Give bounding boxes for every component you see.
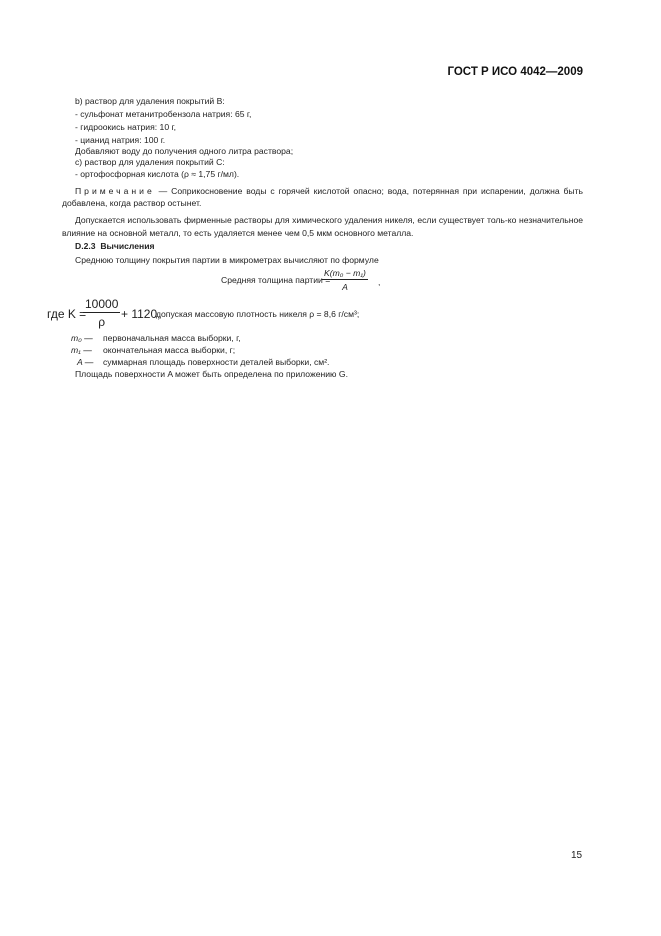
document-header: ГОСТ Р ИСО 4042—2009 [447,66,583,78]
k-numerator: 10000 [85,297,119,311]
list-item: - гидроокись натрия: 10 г, [75,122,176,132]
formula-numerator: K(m₀ − m₁) [324,268,366,278]
k-prefix [47,307,86,321]
k-fraction [83,297,120,329]
formula-end: , [378,277,381,287]
note-label: Примечание [75,186,155,196]
k-prefix-text: где K = [47,307,87,321]
def-symbol: m₁ — [71,345,92,355]
note [62,185,583,209]
formula-fraction [322,268,368,292]
def-text: суммарная площадь поверхности деталей выборки, см². [103,357,330,367]
formula-lhs: Средняя толщина партии = [221,275,331,285]
definition [77,357,329,367]
k-denominator: ρ [98,315,106,329]
list-item: - цианид натрия: 100 г. [75,135,166,145]
section-heading [75,241,155,251]
definition [71,333,241,343]
definition [71,345,235,355]
paragraph: Допускается использовать фирменные растворы для химического удаления никеля, если существует толь-ко незначительное влияние на основной металл, то есть удаляется менее чем 0,5 мкм основного металла. [62,215,583,238]
def-symbol: m₀ — [71,333,93,343]
def-text: первоначальная масса выборки, г, [103,333,241,343]
k-text: допуская массовую плотность никеля ρ = 8,6 г/см³; [156,309,360,319]
section-number: D.2.3 [75,241,96,251]
list-c-title: c) раствор для удаления покрытий С: [75,157,225,167]
list-b-after: Добавляют воду до получения одного литра раствора; [75,146,294,156]
page-number: 15 [571,850,583,861]
def-text: окончательная масса выборки, г; [103,345,236,355]
formula-denominator: A [342,282,348,292]
section-title: Вычисления [100,241,155,251]
list-item: - сульфонат метанитробензола натрия: 65 г, [75,109,252,119]
list-item: - ортофосфорная кислота (ρ ≈ 1,75 г/мл). [75,169,240,179]
k-plus: + 1120, [121,307,161,321]
list-b-title: b) раствор для удаления покрытий B: [75,96,225,106]
closing-text: Площадь поверхности A может быть определена по приложению G. [75,369,348,379]
def-symbol: A — [77,357,94,367]
intro-text: Среднюю толщину покрытия партии в микрометрах вычисляют по формуле [75,255,379,265]
note-text: — Соприкосновение воды с горячей кислотой опасно; вода, потерянная при испарении, должна быть добавлена, когда раствор остынет. [62,186,583,208]
